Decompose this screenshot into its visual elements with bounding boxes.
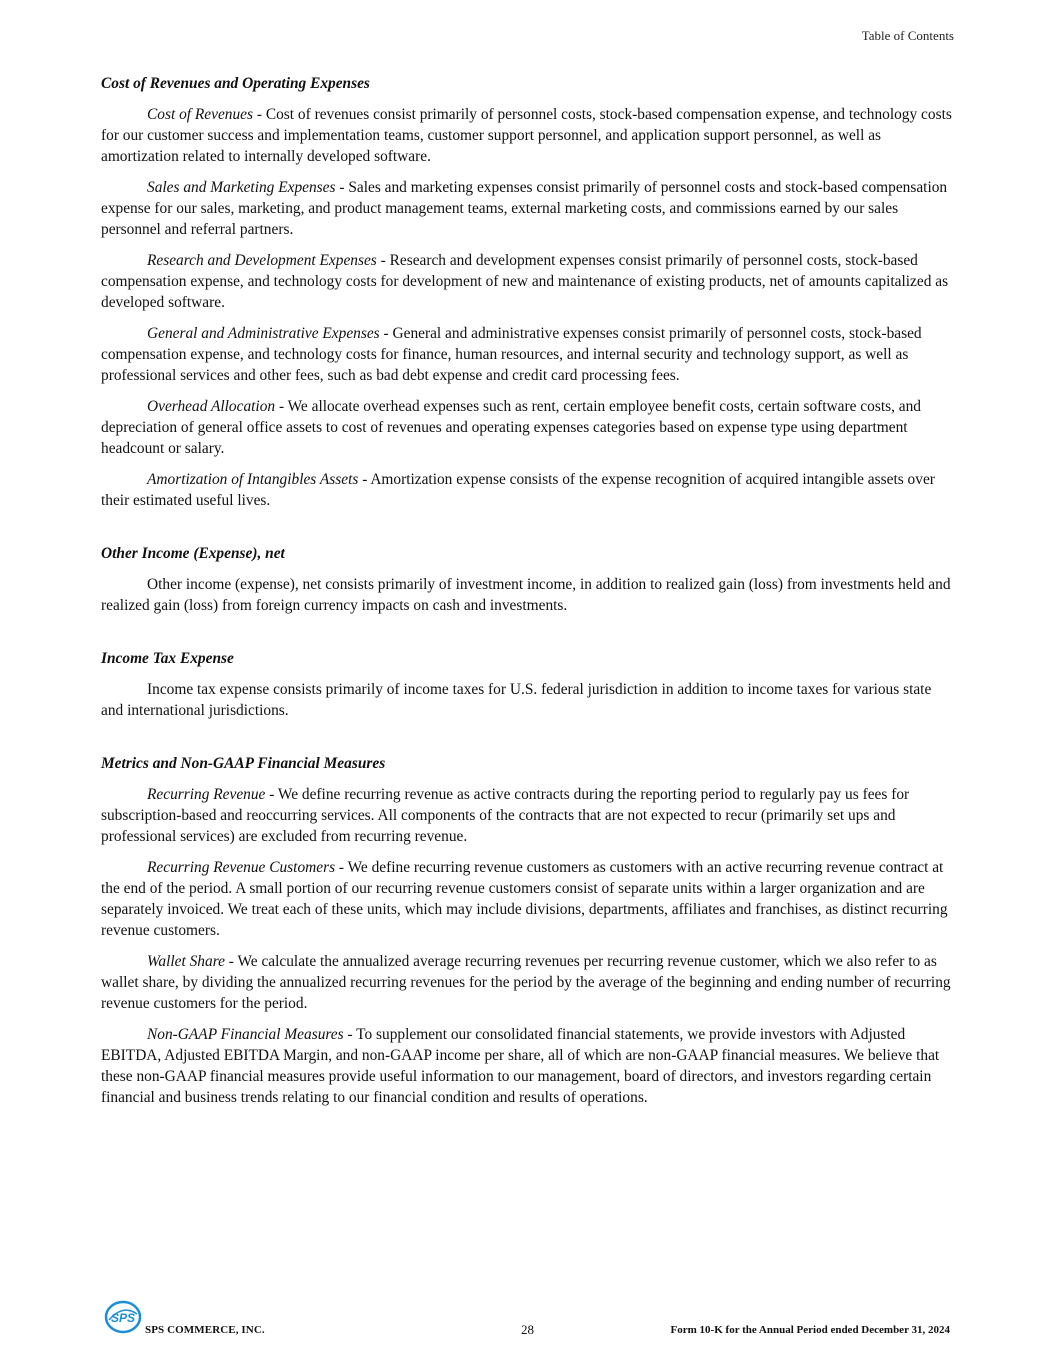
paragraph-income-tax: Income tax expense consists primarily of income taxes for U.S. federal jurisdiction in addition to income taxes for various state and international jurisdictions. — [101, 681, 932, 719]
paragraph-term: Overhead Allocation — [147, 398, 276, 415]
paragraph-text: - Sales and marketing expenses consist primarily of personnel costs and stock-based compensation expense for our sales, marketing, and product management teams, external marketing costs, and commissions earned by our sales personnel and referral partners. — [101, 179, 948, 238]
paragraph-wallet-share — [101, 951, 956, 1014]
paragraph-research-development — [101, 250, 956, 313]
section-heading: Metrics and Non-GAAP Financial Measures — [101, 755, 386, 772]
paragraph-text: - We calculate the annualized average recurring revenues per recurring revenue customer, which we also refer to as wallet share, by dividing the annualized recurring revenues for the period by the average of the beginning and ending number of recurring revenue customers for the period. — [101, 953, 951, 1012]
sps-logo-icon — [104, 1300, 142, 1334]
paragraph-overhead-allocation — [101, 396, 956, 459]
paragraph-recurring-revenue — [101, 784, 956, 847]
paragraph-text: - To supplement our consolidated financial statements, we provide investors with Adjusted EBITDA, Adjusted EBITDA Margin, and non-GAAP income per share, all of which are non-GAAP financial measures. We believe that these non-GAAP financial measures provide useful information to our management, board of directors, and investors regarding certain financial and business trends relating to our financial condition and results of operations. — [101, 1026, 940, 1106]
paragraph-text: - We allocate overhead expenses such as rent, certain employee benefit costs, certain software costs, and depreciation of general office assets to cost of revenues and operating expenses categories based on expense type using department headcount or salary. — [101, 398, 921, 457]
section-heading: Other Income (Expense), net — [101, 545, 285, 562]
company-name: SPS COMMERCE, INC. — [145, 1324, 265, 1336]
paragraph-recurring-revenue-customers — [101, 857, 956, 941]
svg-text:SPS: SPS — [110, 1311, 136, 1325]
paragraph-non-gaap — [101, 1024, 956, 1108]
paragraph-term: Recurring Revenue — [147, 786, 266, 803]
section-other-income — [101, 542, 956, 616]
paragraph-amortization — [101, 469, 956, 511]
paragraph-term: Amortization of Intangibles Assets — [147, 471, 359, 488]
paragraph-term: Sales and Marketing Expenses — [147, 179, 336, 196]
paragraph-term: Cost of Revenues — [147, 106, 253, 123]
paragraph-general-administrative — [101, 323, 956, 386]
page-number: 28 — [521, 1322, 534, 1337]
paragraph-sales-marketing — [101, 177, 956, 240]
paragraph-text: - We define recurring revenue as active contracts during the reporting period to regularly pay us fees for subscription-based and reoccurring services. All components of the contracts that are not expected to recur (primarily set ups and professional services) are excluded from recurring revenue. — [101, 786, 910, 845]
page-footer — [0, 1298, 1055, 1348]
paragraph-cost-of-revenues — [101, 104, 956, 167]
paragraph-other-income: Other income (expense), net consists primarily of investment income, in addition to realized gain (loss) from investments held and realized gain (loss) from foreign currency impacts on cash and investments. — [101, 576, 951, 614]
paragraph-term: General and Administrative Expenses — [147, 325, 380, 342]
section-metrics — [101, 752, 956, 1108]
paragraph-text: - General and administrative expenses consist primarily of personnel costs, stock-based compensation expense, and technology costs for finance, human resources, and internal security and technology support, as well as professional services and other fees, such as bad debt expense and credit card processing fees. — [101, 325, 922, 384]
table-of-contents-link[interactable]: Table of Contents — [861, 28, 954, 43]
section-cost-of-revenues — [101, 72, 956, 511]
section-income-tax — [101, 647, 956, 721]
form-title: Form 10-K for the Annual Period ended December 31, 2024 — [670, 1324, 950, 1336]
paragraph-term: Recurring Revenue Customers — [147, 859, 336, 876]
page-content — [101, 72, 956, 1139]
paragraph-term: Wallet Share — [147, 953, 225, 970]
section-heading: Income Tax Expense — [101, 650, 234, 667]
section-heading: Cost of Revenues and Operating Expenses — [101, 75, 370, 92]
paragraph-term: Non-GAAP Financial Measures — [147, 1026, 344, 1043]
paragraph-text: - Cost of revenues consist primarily of personnel costs, stock-based compensation expense, and technology costs for our customer success and implementation teams, customer support personnel, and application support personnel, as well as amortization related to internally developed software. — [101, 106, 952, 165]
paragraph-term: Research and Development Expenses — [147, 252, 377, 269]
paragraph-text: - We define recurring revenue customers as customers with an active recurring revenue contract at the end of the period. A small portion of our recurring revenue customers consist of separate units within a larger organization and are separately invoiced. We treat each of these units, which may include divisions, departments, affiliates and franchises, as distinct recurring revenue customers. — [101, 859, 948, 939]
paragraph-text: - Research and development expenses consist primarily of personnel costs, stock-based compensation expense, and technology costs for development of new and maintenance of existing products, net of amounts capitalized as developed software. — [101, 252, 949, 311]
paragraph-text: - Amortization expense consists of the expense recognition of acquired intangible assets over their estimated useful lives. — [101, 471, 935, 509]
